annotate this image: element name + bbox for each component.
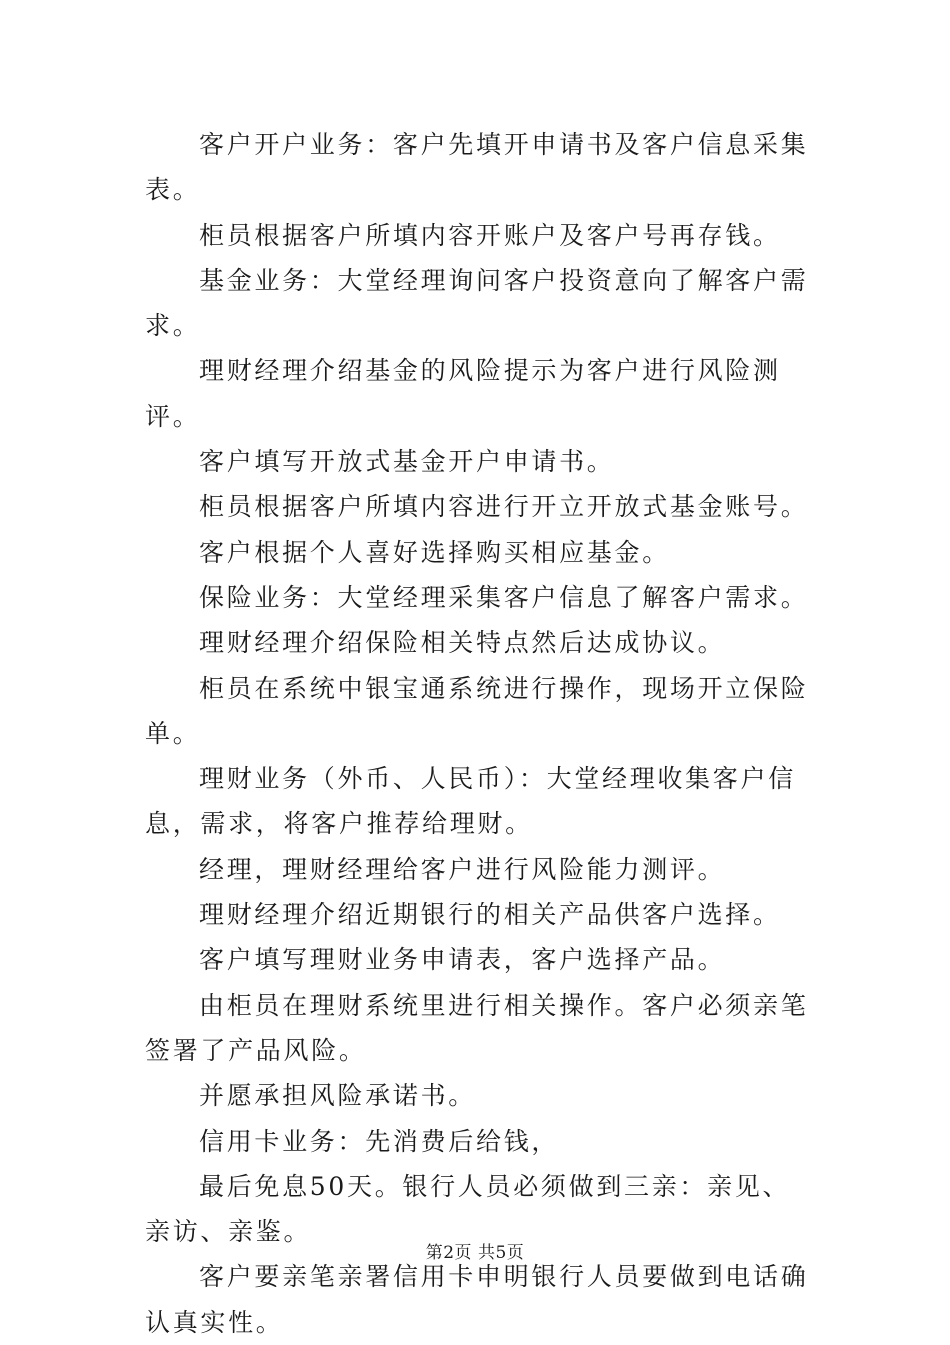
paragraph: 柜员根据客户所填内容进行开立开放式基金账号。 — [199, 492, 809, 522]
paragraph: 经理，理财经理给客户进行风险能力测评。 — [199, 854, 726, 884]
paragraph: 客户开户业务：客户先填开申请书及客户信息采集表。 — [145, 130, 809, 205]
paragraph: 信用卡业务：先消费后给钱， — [199, 1126, 560, 1156]
paragraph: 柜员在系统中银宝通系统进行操作，现场开立保险单。 — [145, 673, 809, 748]
paragraph: 理财经理介绍保险相关特点然后达成协议。 — [199, 628, 726, 658]
paragraph: 柜员根据客户所填内容开账户及客户号再存钱。 — [199, 220, 781, 250]
paragraph: 由柜员在理财系统里进行相关操作。客户必须亲笔签署了产品风险。 — [145, 990, 809, 1065]
paragraph: 保险业务：大堂经理采集客户信息了解客户需求。 — [199, 582, 809, 612]
paragraph: 客户填写理财业务申请表，客户选择产品。 — [199, 945, 726, 975]
paragraph: 理财业务（外币、人民币）：大堂经理收集客户信息，需求，将客户推荐给理财。 — [145, 764, 796, 839]
paragraph: 客户填写开放式基金开户申请书。 — [199, 447, 615, 477]
paragraph: 最后免息50天。银行人员必须做到三亲：亲见、亲访、亲鉴。 — [145, 1171, 791, 1247]
paragraph: 客户根据个人喜好选择购买相应基金。 — [199, 537, 670, 567]
page-footer: 第2页 共5页 — [425, 1243, 525, 1263]
paragraph: 客户要亲笔亲署信用卡申明银行人员要做到电话确认真实性。 — [145, 1262, 809, 1337]
document-body — [145, 122, 815, 1345]
paragraph: 理财经理介绍近期银行的相关产品供客户选择。 — [199, 900, 781, 930]
paragraph: 并愿承担风险承诺书。 — [199, 1081, 477, 1111]
paragraph: 基金业务：大堂经理询问客户投资意向了解客户需求。 — [145, 265, 809, 341]
paragraph: 理财经理介绍基金的风险提示为客户进行风险测评。 — [145, 356, 781, 431]
